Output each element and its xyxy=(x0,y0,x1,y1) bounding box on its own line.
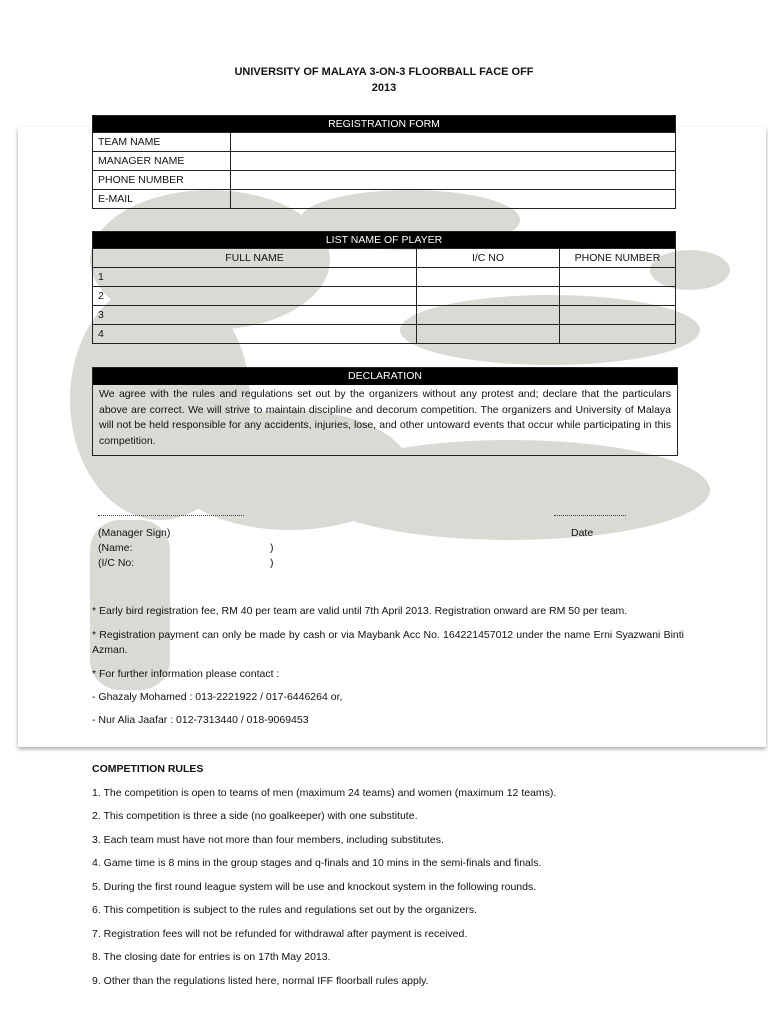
player-name-field[interactable] xyxy=(93,287,417,306)
player-name-field[interactable] xyxy=(93,325,417,344)
rule-item: 1. The competition is open to teams of men (maximum 24 teams) and women (maximum 12 teams). xyxy=(92,787,557,799)
player-phone-field[interactable] xyxy=(560,287,676,306)
date-label: Date xyxy=(571,527,594,539)
event-year: 2013 xyxy=(371,82,397,94)
declaration-text: We agree with the rules and regulations set out by the organizers without any protest and; declare that the particulars above are correct. We will strive to maintain discipline and decorum competition. The organizers and University of Malaya will not be held responsible for any accidents, injuries, lose, and other untoward events that occur while participating in this competition. xyxy=(99,388,671,447)
player-ic-field[interactable] xyxy=(417,287,560,306)
rule-item: 3. Each team must have not more than four members, including substitutes. xyxy=(92,834,444,846)
rule-item: 7. Registration fees will not be refunded for withdrawal after payment is received. xyxy=(92,928,468,940)
column-header: I/C NO xyxy=(417,249,560,268)
player-table xyxy=(92,231,676,344)
phone-number-field[interactable] xyxy=(231,171,676,190)
table-header-row xyxy=(93,249,676,268)
player-name-field[interactable] xyxy=(93,268,417,287)
player-ic-field[interactable] xyxy=(417,306,560,325)
player-list-title: LIST NAME OF PLAYER xyxy=(93,232,676,249)
manager-name-field[interactable] xyxy=(231,152,676,171)
table-row xyxy=(93,325,676,344)
player-ic-field[interactable] xyxy=(417,268,560,287)
rule-item: 5. During the first round league system will be use and knockout system in the following rounds. xyxy=(92,881,537,893)
manager-signature-line[interactable] xyxy=(98,515,244,516)
column-header: PHONE NUMBER xyxy=(560,249,676,268)
contact-nur-alia: - Nur Alia Jaafar : 012-7313440 / 018-9069453 xyxy=(92,714,309,726)
competition-rules-heading: COMPETITION RULES xyxy=(92,763,204,775)
name-close-paren: ) xyxy=(270,542,274,554)
field-label: MANAGER NAME xyxy=(93,152,231,171)
player-name-field[interactable] xyxy=(93,306,417,325)
field-label: E-MAIL xyxy=(93,190,231,209)
declaration-box xyxy=(92,367,678,456)
row-number: 2 xyxy=(98,290,104,302)
ic-label: (I/C No: xyxy=(98,557,135,569)
contact-intro: * For further information please contact : xyxy=(92,668,280,680)
rule-item: 4. Game time is 8 mins in the group stages and q-finals and 10 mins in the semi-finals and finals. xyxy=(92,857,542,869)
date-signature-line[interactable] xyxy=(554,515,626,516)
column-header: FULL NAME xyxy=(93,249,417,268)
declaration-title: DECLARATION xyxy=(93,368,677,385)
early-bird-note: * Early bird registration fee, RM 40 per team are valid until 7th April 2013. Registration onward are RM 50 per team. xyxy=(92,605,628,617)
rule-item: 6. This competition is subject to the rules and regulations set out by the organizers. xyxy=(92,904,478,916)
table-row xyxy=(93,287,676,306)
row-number: 3 xyxy=(98,309,104,321)
payment-note: * Registration payment can only be made by cash or via Maybank Acc No. 164221457012 under the name Erni Syazwani Binti Azman. xyxy=(92,629,684,656)
field-label: TEAM NAME xyxy=(93,133,231,152)
ic-close-paren: ) xyxy=(270,557,274,569)
rule-item: 8. The closing date for entries is on 17th May 2013. xyxy=(92,951,331,963)
table-row xyxy=(93,171,676,190)
table-row xyxy=(93,306,676,325)
event-title: UNIVERSITY OF MALAYA 3-ON-3 FLOORBALL FACE OFF xyxy=(234,66,534,78)
row-number: 4 xyxy=(98,328,104,340)
player-phone-field[interactable] xyxy=(560,306,676,325)
team-name-field[interactable] xyxy=(231,133,676,152)
player-phone-field[interactable] xyxy=(560,268,676,287)
table-row xyxy=(93,190,676,209)
rule-item: 2. This competition is three a side (no goalkeeper) with one substitute. xyxy=(92,810,418,822)
table-row xyxy=(93,268,676,287)
manager-sign-label: (Manager Sign) xyxy=(98,527,171,539)
registration-title: REGISTRATION FORM xyxy=(93,116,676,133)
registration-table xyxy=(92,115,676,209)
player-phone-field[interactable] xyxy=(560,325,676,344)
email-field[interactable] xyxy=(231,190,676,209)
rule-item: 9. Other than the regulations listed here, normal IFF floorball rules apply. xyxy=(92,975,429,987)
contact-ghazaly: - Ghazaly Mohamed : 013-2221922 / 017-6446264 or, xyxy=(92,691,343,703)
player-ic-field[interactable] xyxy=(417,325,560,344)
name-label: (Name: xyxy=(98,542,133,554)
table-row xyxy=(93,152,676,171)
row-number: 1 xyxy=(98,271,104,283)
table-row xyxy=(93,133,676,152)
field-label: PHONE NUMBER xyxy=(93,171,231,190)
